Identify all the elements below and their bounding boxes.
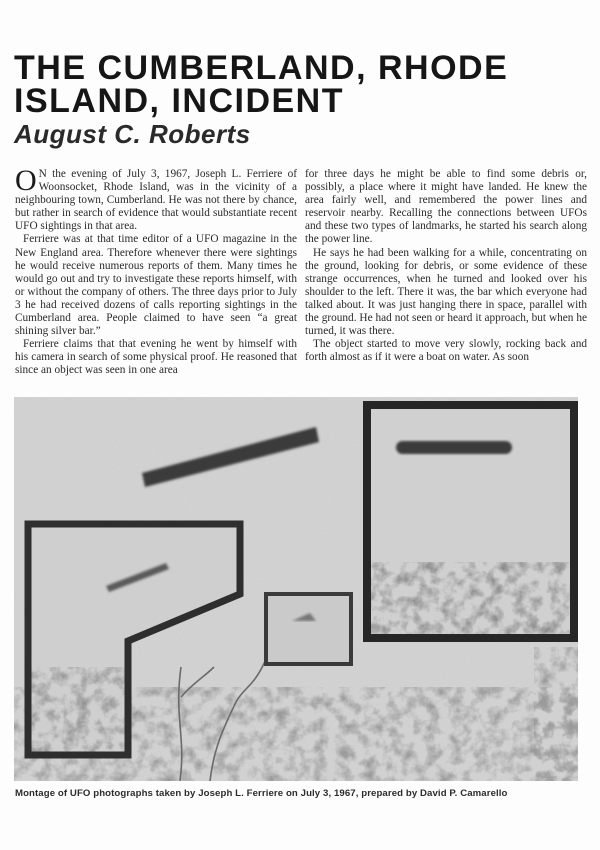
inset-frame-right xyxy=(367,405,574,638)
montage-image xyxy=(14,397,578,781)
paragraph: He says he had been walking for a while, concentrating on the ground, looking for debris, or some evidence of these strange occurrences, when he turned and looked over his shoulder to the left. There it was, the bar which everyone had talked about. It was just hanging there in space, parallel with the ground. He had not seen or heard it approach, but when he turned, it was there. xyxy=(305,246,587,338)
paragraph: for three days he might be able to find some debris or, possibly, a place where it might have landed. He knew the area fairly well, and remembered the power lines and reservoir nearby. Recalling the connections between UFOs and these two types of landmarks, he started his search along the power line. xyxy=(305,168,587,246)
paragraph: Ferriere claims that that evening he went by himself with his camera in search of some physical proof. He reasoned that since an object was seen in one area xyxy=(15,338,297,377)
inset-frame-center xyxy=(266,594,351,664)
text-column-left xyxy=(15,164,297,378)
figure-caption: Montage of UFO photographs taken by Joseph L. Ferriere on July 3, 1967, prepared by David P. Camarello xyxy=(15,788,508,799)
text-column-right xyxy=(305,168,587,364)
article-title: THE CUMBERLAND, RHODE ISLAND, INCIDENT xyxy=(14,49,509,120)
drop-cap: O xyxy=(15,164,37,197)
paragraph: The object started to move very slowly, rocking back and forth almost as if it were a boat on water. As soon xyxy=(305,338,587,364)
article-author: August C. Roberts xyxy=(14,119,251,149)
paragraph-text: N the evening of July 3, 1967, Joseph L. Ferriere of Woonsocket, Rhode Island, was in the vicinity of a neighbouring town, Cumberland. He was not there by chance, but rather in search of evidence that would substantiate recent UFO sightings in that area. xyxy=(15,168,297,233)
ufo-photo-montage xyxy=(14,397,578,781)
paragraph xyxy=(15,164,297,233)
ufo-bar-inset-right xyxy=(396,441,512,454)
paragraph: Ferriere was at that time editor of a UFO magazine in the New England area. Therefore whenever there were sightings he would receive numerous reports of them. Many times he would go out and try to investigate these reports himself, with or without the company of others. The three days prior to July 3 he had received dozens of calls reporting sightings in the Cumberland area. People claimed to have seen “a great shining silver bar.” xyxy=(15,233,297,338)
